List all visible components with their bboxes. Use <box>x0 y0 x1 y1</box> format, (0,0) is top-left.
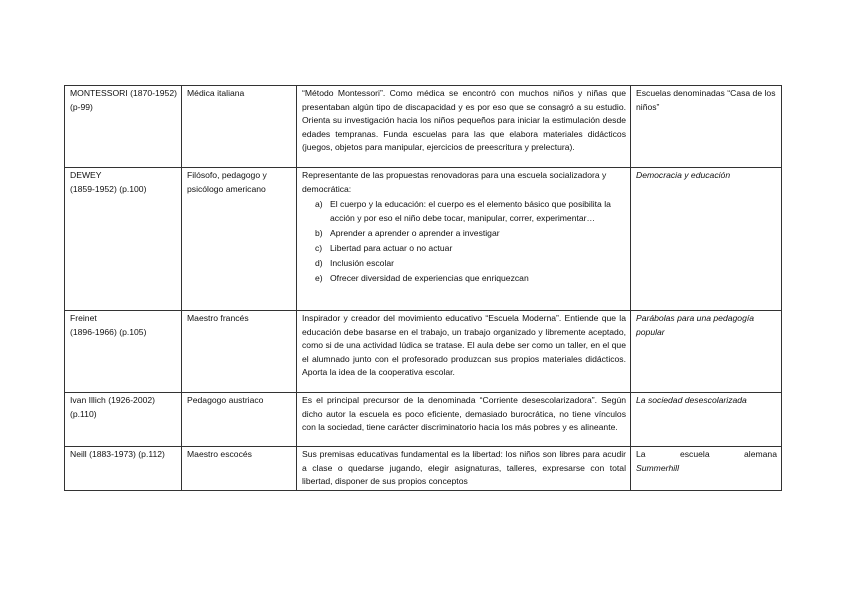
profession-cell: Pedagogo austriaco <box>182 393 297 447</box>
work-cell: Democracia y educación <box>631 168 782 311</box>
table-row <box>65 311 782 393</box>
author-cell <box>65 168 182 311</box>
table-row <box>65 447 782 491</box>
work-title-line: La escuela alemana <box>636 449 777 459</box>
list-item: e) Ofrecer diversidad de experiencias que enriquezcan <box>315 272 529 283</box>
author-cell: Ivan Illich (1926-2002) (p.110) <box>65 393 182 447</box>
table-row <box>65 168 782 311</box>
description-cell <box>297 447 631 491</box>
author-cell: MONTESSORI (1870-1952) (p-99) <box>65 86 182 168</box>
table-row <box>65 393 782 447</box>
description-cell: “Método Montessori”. Como médica se encontró con muchos niños y niñas que presentaban algún tipo de discapacidad y es por eso que se consagró a su estudio. Orienta su investigación hacia los niños pequeños para iniciar la estimulación desde edades tempranas. Funda escuelas para las que elabora materiales didácticos (juegos, objetos para manipular, ejercicios de preescritura y prelectura). <box>297 86 631 168</box>
author-dates: (1896-1966) (p.105) <box>70 326 147 337</box>
list-item: c) Libertad para actuar o no actuar <box>315 242 453 253</box>
author-name: Freinet <box>70 313 97 323</box>
description-cell <box>297 168 631 311</box>
list-item: d) Inclusión escolar <box>315 257 395 268</box>
profession-cell: Filósofo, pedagogo y psicólogo americano <box>182 168 297 311</box>
description-text: Sus premisas educativas fundamental es la libertad: los niños son libres para acudir a clase o quedarse jugando, elegir asignaturas, talleres, expresarse con total libertad, disponer de sus propios conceptos <box>302 449 626 486</box>
author-name: DEWEY <box>70 170 102 180</box>
work-cell <box>631 447 782 491</box>
principles-list <box>302 198 626 285</box>
pedagogues-table <box>64 85 782 491</box>
work-cell: Escuelas denominadas “Casa de los niños” <box>631 86 782 168</box>
work-title-italic: Summerhill <box>636 462 679 473</box>
work-cell: Parábolas para una pedagogía popular <box>631 311 782 393</box>
table-row <box>65 86 782 168</box>
description-cell: Inspirador y creador del movimiento educativo “Escuela Moderna”. Entiende que la educación debe basarse en el trabajo, un trabajo organizado y libremente aceptado, como si de una actividad lúdica se tratase. El aula debe ser como un taller, en el que el alumnado junto con el profesorado produzcan sus propios materiales didácticos. Aporta la idea de la cooperativa escolar. <box>297 311 631 393</box>
work-cell: La sociedad desescolarizada <box>631 393 782 447</box>
profession-cell: Maestro escocés <box>182 447 297 491</box>
author-cell <box>65 311 182 393</box>
description-cell: Es el principal precursor de la denominada “Corriente desescolarizadora”. Según dicho autor la escuela es poco eficiente, demasiado burocrática, no tiene vínculos con la sociedad, tiene carácter discriminatorio hacia los más pobres y es alineante. <box>297 393 631 447</box>
description-intro: Representante de las propuestas renovadoras para una escuela socializadora y democrática: <box>302 170 607 194</box>
profession-cell: Médica italiana <box>182 86 297 168</box>
profession-cell: Maestro francés <box>182 311 297 393</box>
list-item: b) Aprender a aprender o aprender a investigar <box>315 227 500 238</box>
author-cell: Neill (1883-1973) (p.112) <box>65 447 182 491</box>
list-item: a) El cuerpo y la educación: el cuerpo es el elemento básico que posibilita la acción y por eso el niño debe tocar, manipular, correr, experimentar… <box>315 199 611 223</box>
author-dates: (1859-1952) (p.100) <box>70 183 147 194</box>
